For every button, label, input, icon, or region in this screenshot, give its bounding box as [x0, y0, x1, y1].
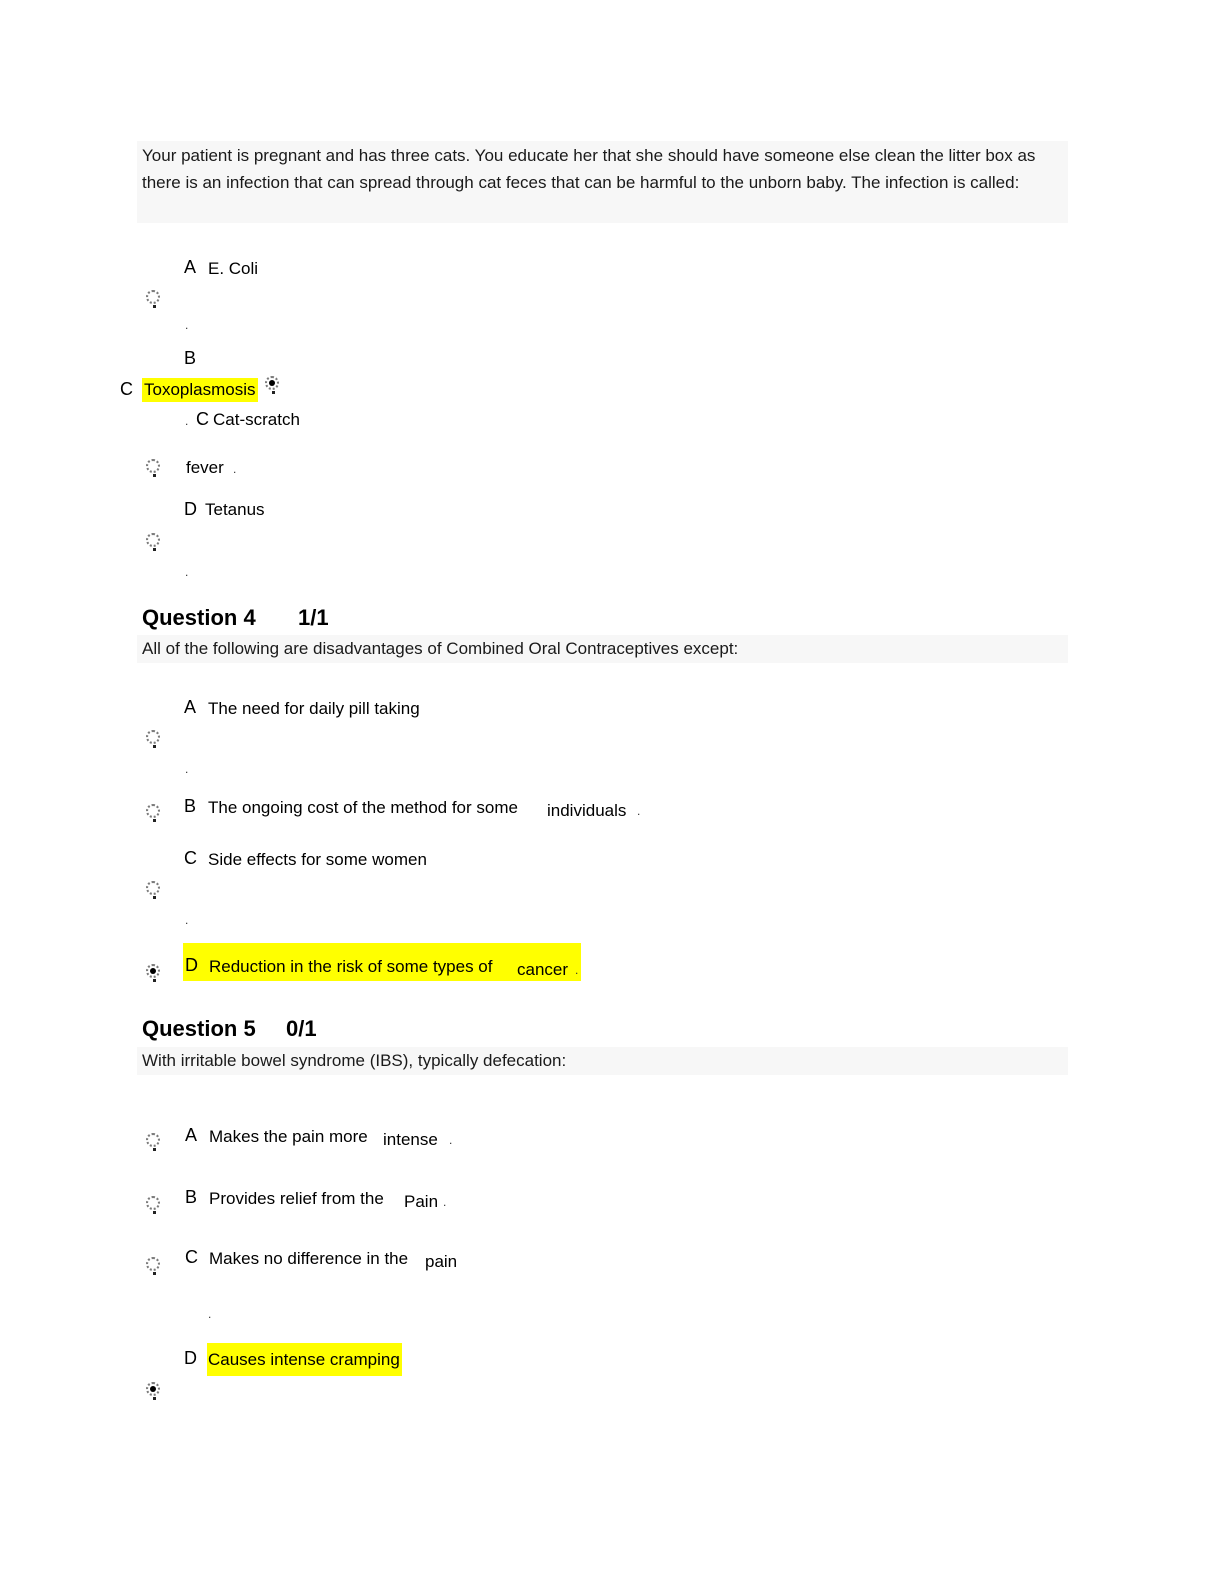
q4-option-c-radio[interactable]: [146, 881, 160, 895]
question-4-stem: All of the following are disadvantages of Combined Oral Contraceptives except:: [137, 635, 1068, 663]
q4-option-b-text-continued: individuals: [547, 801, 627, 820]
q3-option-c-radio[interactable]: [146, 459, 160, 473]
bullet-dot: .: [575, 963, 579, 977]
q5-option-b-letter: B: [185, 1187, 198, 1207]
q5-option-b-text: Provides relief from the: [209, 1189, 384, 1208]
bullet-dot: .: [637, 804, 641, 818]
q5-option-a-letter: A: [185, 1125, 198, 1145]
q5-option-c-text: Makes no difference in the: [209, 1249, 409, 1268]
q4-option-d-radio-selected[interactable]: [146, 964, 160, 978]
q4-option-a-text: The need for daily pill taking: [208, 699, 420, 718]
bullet-dot: .: [443, 1195, 447, 1209]
question-5-stem: With irritable bowel syndrome (IBS), typically defecation:: [137, 1047, 1068, 1075]
bullet-dot: .: [208, 1307, 212, 1321]
bullet-dot: .: [233, 462, 237, 476]
q3-option-a-radio[interactable]: [146, 290, 160, 304]
q3-option-c-text: Cat-scratch: [213, 410, 300, 429]
q4-option-c-letter: C: [184, 848, 197, 868]
q5-option-a-text: Makes the pain more: [209, 1127, 368, 1146]
bullet-dot: .: [185, 565, 189, 579]
q4-option-b-radio[interactable]: [146, 804, 160, 818]
q5-option-b-radio[interactable]: [146, 1196, 160, 1210]
q5-option-c-letter: C: [185, 1247, 198, 1267]
q3-option-c-text-continued: fever: [186, 458, 224, 477]
question-5-title: Question 5: [142, 1016, 256, 1041]
q5-option-a-radio[interactable]: [146, 1133, 160, 1147]
q5-option-d-radio-selected[interactable]: [146, 1382, 160, 1396]
q5-option-c-radio[interactable]: [146, 1257, 160, 1271]
q5-option-b-text-continued: Pain: [404, 1192, 439, 1211]
q3-option-d-letter: D: [184, 499, 197, 519]
question-4-score: 1/1: [298, 605, 329, 630]
q3-option-a-letter: A: [184, 257, 197, 277]
q3-option-c-letter: C: [196, 409, 209, 429]
q4-option-b-letter: B: [184, 796, 197, 816]
q5-option-a-text-continued: intense: [383, 1130, 438, 1149]
q5-option-d-text: Causes intense cramping: [207, 1343, 402, 1376]
question-3-stem: Your patient is pregnant and has three cats. You educate her that she should have someone else clean the litter box as there is an infection that can spread through cat feces that can be harmful to the unborn baby. The infection is called:: [137, 141, 1068, 223]
q4-option-a-letter: A: [184, 697, 197, 717]
q3-option-a-text: E. Coli: [208, 259, 259, 278]
q3-option-d-text: Tetanus: [205, 500, 265, 519]
q4-option-b-text: The ongoing cost of the method for some: [208, 798, 518, 817]
q3-option-b-radio-selected[interactable]: [265, 376, 279, 390]
q3-option-b-text: Toxoplasmosis: [142, 378, 258, 402]
bullet-dot: .: [185, 414, 189, 428]
q4-option-d-text: Reduction in the risk of some types of: [209, 957, 493, 976]
q4-option-c-text: Side effects for some women: [208, 850, 427, 869]
bullet-dot: .: [185, 318, 189, 332]
q3-option-b-letter: B: [184, 348, 197, 368]
q3-option-d-radio[interactable]: [146, 533, 160, 547]
bullet-dot: .: [185, 762, 189, 776]
bullet-dot: .: [185, 913, 189, 927]
question-4-title: Question 4: [142, 605, 256, 630]
q4-option-a-radio[interactable]: [146, 730, 160, 744]
q5-option-d-letter: D: [184, 1348, 197, 1368]
question-5-score: 0/1: [286, 1016, 317, 1041]
q4-option-d-letter: D: [185, 955, 198, 975]
q5-option-c-text-continued: pain: [425, 1252, 458, 1271]
q4-option-d-text-continued: cancer: [517, 960, 569, 979]
bullet-dot: .: [449, 1133, 453, 1147]
q3-option-c-prefix: C: [120, 379, 133, 399]
